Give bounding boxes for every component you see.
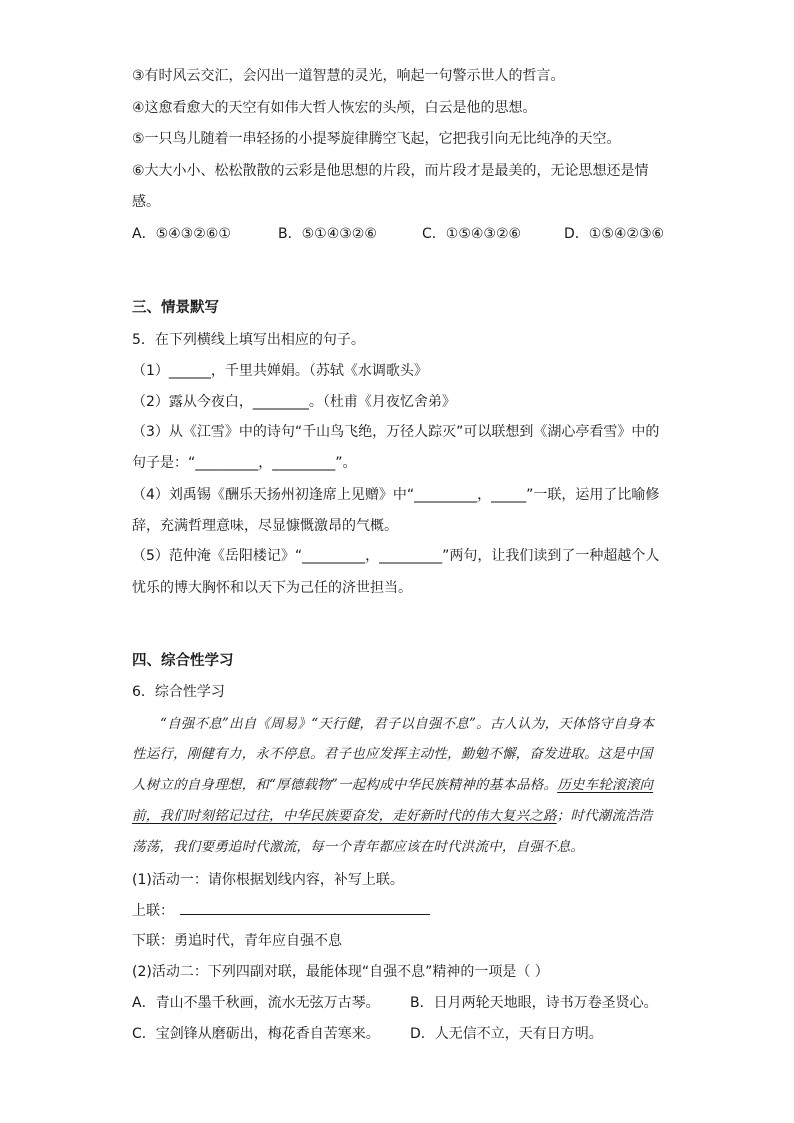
passage-line-5: 荡荡，我们要勇追时代激流，每一个青年都应该在时代洪流中，自强不息。: [132, 839, 585, 855]
q6-option-a[interactable]: A．青山不墨千秋画，流水无弦万古琴。: [132, 995, 380, 1011]
q4-option-c[interactable]: C．①⑤④③②⑥: [422, 226, 522, 242]
q5-item-3-line1: （3）从《江雪》中的诗句“千山鸟飞绝，万径人踪灭”可以联想到《湖心亭看雪》中的: [132, 424, 660, 440]
q4-sentence-6-line1: ⑥大大小小、松松散散的云彩是他思想的片段，而片段才是最美的，无论思想还是情: [132, 163, 649, 179]
q6-stem: 6．综合性学习: [132, 684, 225, 700]
q4-sentence-4: ④这愈看愈大的天空有如伟大哲人恢宏的头颅，白云是他的思想。: [132, 100, 537, 116]
q5-item-3-line2: 句子是：“_________，_________”。: [132, 455, 357, 471]
upper-couplet-label: 上联：: [132, 903, 174, 919]
q6-option-d[interactable]: D．人无信不立，天有日方明。: [410, 1026, 603, 1042]
section-3-heading: 三、情景默写: [132, 300, 219, 316]
q6-options-row-2: [132, 1024, 603, 1044]
q4-sentence-3: ③有时风云交汇，会闪出一道智慧的灵光，响起一句警示世人的哲言。: [132, 68, 565, 84]
upper-couplet-row: [132, 900, 430, 921]
section-4-heading: 四、综合性学习: [132, 653, 234, 669]
passage-line-1: “自强不息”出自《周易》“天行健，君子以自强不息”。古人认为，天体恪守自身本: [160, 716, 655, 732]
q6-option-b[interactable]: B．日月两轮天地眼，诗书万卷圣贤心。: [410, 995, 658, 1011]
q4-sentence-5: ⑤一只鸟儿随着一串轻扬的小提琴旋律腾空飞起，它把我引向无比纯净的天空。: [132, 131, 621, 147]
passage-line-4-text: ；时代潮流浩浩: [556, 808, 653, 824]
passage-line-3-text: 人树立的自身理想，和“厚德载物”一起构成中华民族精神的基本品格。: [132, 777, 558, 793]
passage-line-4: [132, 806, 653, 826]
passage-line-3: [132, 775, 653, 795]
q5-item-2: （2）露从今夜白，________。（杜甫《月夜忆舍弟》: [132, 394, 456, 410]
q4-option-a[interactable]: A．⑤④③②⑥①: [132, 226, 231, 242]
q4-option-b[interactable]: B．⑤①④③②⑥: [278, 226, 377, 242]
q4-options: [132, 224, 664, 244]
lower-couplet: 下联：勇追时代，青年应自强不息: [132, 933, 342, 949]
q5-item-4-line2: 辞，充满哲理意味，尽显慷慨激昂的气概。: [132, 518, 398, 534]
passage-underlined-end: 前，我们时刻铭记过往，中华民族要奋发，走好新时代的伟大复兴之路: [132, 808, 557, 824]
activity-2: (2)活动二：下列四副对联，最能体现“自强不息”精神的一项是（ ）: [132, 964, 549, 980]
activity-1: (1)活动一：请你根据划线内容，补写上联。: [132, 872, 404, 888]
upper-couplet-blank[interactable]: [180, 900, 430, 915]
q4-option-d[interactable]: D．①⑤④②③⑥: [564, 226, 665, 242]
q5-item-5-line2: 忧乐的博大胸怀和以天下为己任的济世担当。: [132, 580, 412, 596]
passage-line-2: 性运行，刚健有力，永不停息。君子也应发挥主动性，勤勉不懈，奋发进取。这是中国: [132, 746, 653, 762]
q4-sentence-6-line2: 感。: [132, 194, 160, 210]
q6-options-row-1: [132, 993, 658, 1013]
q6-option-c[interactable]: C．宝剑锋从磨砺出，梅花香自苦寒来。: [132, 1026, 380, 1042]
q5-item-1: （1）______，千里共婵娟。（苏轼《水调歌头》: [132, 363, 428, 379]
q5-item-4-line1: （4）刘禹锡《酬乐天扬州初逢席上见赠》中“_________，_____”一联，运用了比喻修: [132, 487, 660, 503]
passage-underlined-start: 历史车轮滚滚向: [557, 777, 654, 793]
q5-stem: 5．在下列横线上填写出相应的句子。: [132, 332, 365, 348]
q5-item-5-line1: （5）范仲淹《岳阳楼记》“_________，_________”两句，让我们读到了一种超越个人: [132, 548, 660, 564]
